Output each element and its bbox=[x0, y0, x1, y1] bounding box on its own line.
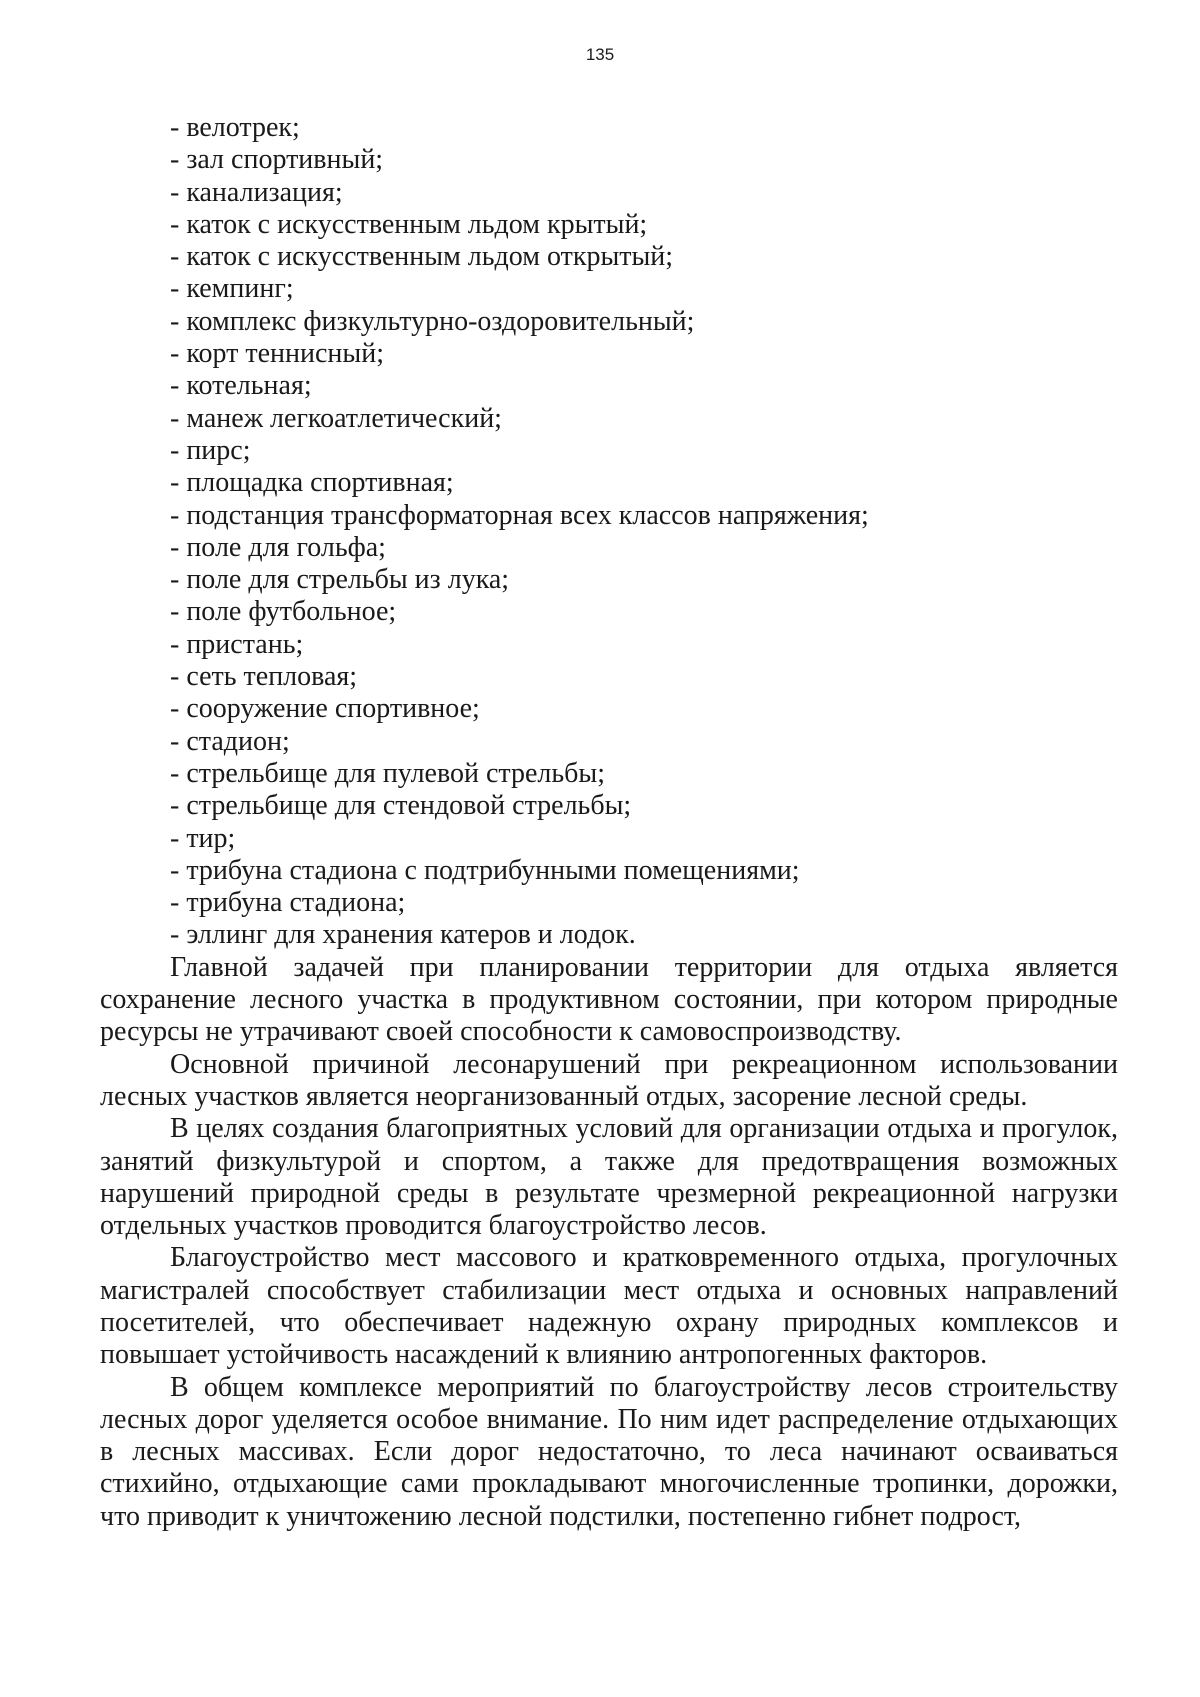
list-item: - пристань; bbox=[170, 628, 304, 660]
list-item: - велотрек; bbox=[170, 112, 300, 143]
page-body bbox=[100, 112, 1118, 1533]
list-item: - каток с искусственным льдом крытый; bbox=[170, 208, 648, 240]
list-item: - котельная; bbox=[170, 370, 312, 402]
paragraph-violation-cause: Основной причиной лесонарушений при рекреационном использовании лесных участков является неорганизованный отдых, засорение лесной среды. bbox=[100, 1048, 1118, 1112]
list-item: - манеж легкоатлетический; bbox=[170, 402, 502, 434]
list-item: - поле футбольное; bbox=[170, 596, 397, 628]
list-item: - стрельбище для стендовой стрельбы; bbox=[170, 790, 632, 822]
list-item: - стрельбище для пулевой стрельбы; bbox=[170, 757, 605, 789]
list-item: - поле для стрельбы из лука; bbox=[170, 564, 510, 596]
list-item: - пирс; bbox=[170, 434, 251, 466]
paragraph-planning-goal: Главной задачей при планировании территории для отдыха является сохранение лесного участка в продуктивном состоянии, при котором природные ресурсы не утрачивают своей способности к самовоспроизводству. bbox=[100, 951, 1118, 1048]
list-item: - тир; bbox=[170, 822, 236, 854]
list-item: - подстанция трансформаторная всех классов напряжения; bbox=[170, 499, 869, 531]
facility-list bbox=[100, 112, 1118, 952]
list-item: - трибуна стадиона с подтрибунными помещениями; bbox=[170, 854, 800, 886]
paragraph-forest-roads: В общем комплексе мероприятий по благоустройству лесов строительству лесных дорог уделяется особое внимание. По ним идет распределение отдыхающих в лесных массивах. Если дорог недостаточно, то леса начинают осваиваться стихийно, отдыхающие сами прокладывают многочисленные тропинки, дорожки, что приводит к уничтожению лесной подстилки, постепенно гибнет подрост, bbox=[100, 1371, 1118, 1532]
page-number: 135 bbox=[585, 45, 615, 64]
list-item: - сеть тепловая; bbox=[170, 661, 358, 693]
list-item: - трибуна стадиона; bbox=[170, 887, 406, 919]
list-item: - комплекс физкультурно-оздоровительный; bbox=[170, 305, 695, 337]
paragraph-improvement-effect: Благоустройство мест массового и кратковременного отдыха, прогулочных магистралей способствует стабилизации мест отдыха и основных направлений посетителей, что обеспечивает надежную охрану природных комплексов и повышает устойчивость насаждений к влиянию антропогенных факторов. bbox=[100, 1242, 1118, 1371]
list-item: - кемпинг; bbox=[170, 273, 294, 305]
list-item: - зал спортивный; bbox=[170, 144, 384, 176]
list-item: - канализация; bbox=[170, 176, 343, 208]
list-item: - корт теннисный; bbox=[170, 338, 384, 370]
list-item: - сооружение спортивное; bbox=[170, 693, 480, 725]
list-item: - эллинг для хранения катеров и лодок. bbox=[170, 919, 636, 951]
list-item: - поле для гольфа; bbox=[170, 531, 386, 563]
list-item: - площадка спортивная; bbox=[170, 467, 454, 499]
list-item: - каток с искусственным льдом открытый; bbox=[170, 241, 674, 273]
paragraph-improvement-purpose: В целях создания благоприятных условий для организации отдыха и прогулок, занятий физкультурой и спортом, а также для предотвращения возможных нарушений природной среды в результате чрезмерной рекреационной нагрузки отдельных участков проводится благоустройство лесов. bbox=[100, 1113, 1118, 1242]
list-item: - стадион; bbox=[170, 725, 290, 757]
